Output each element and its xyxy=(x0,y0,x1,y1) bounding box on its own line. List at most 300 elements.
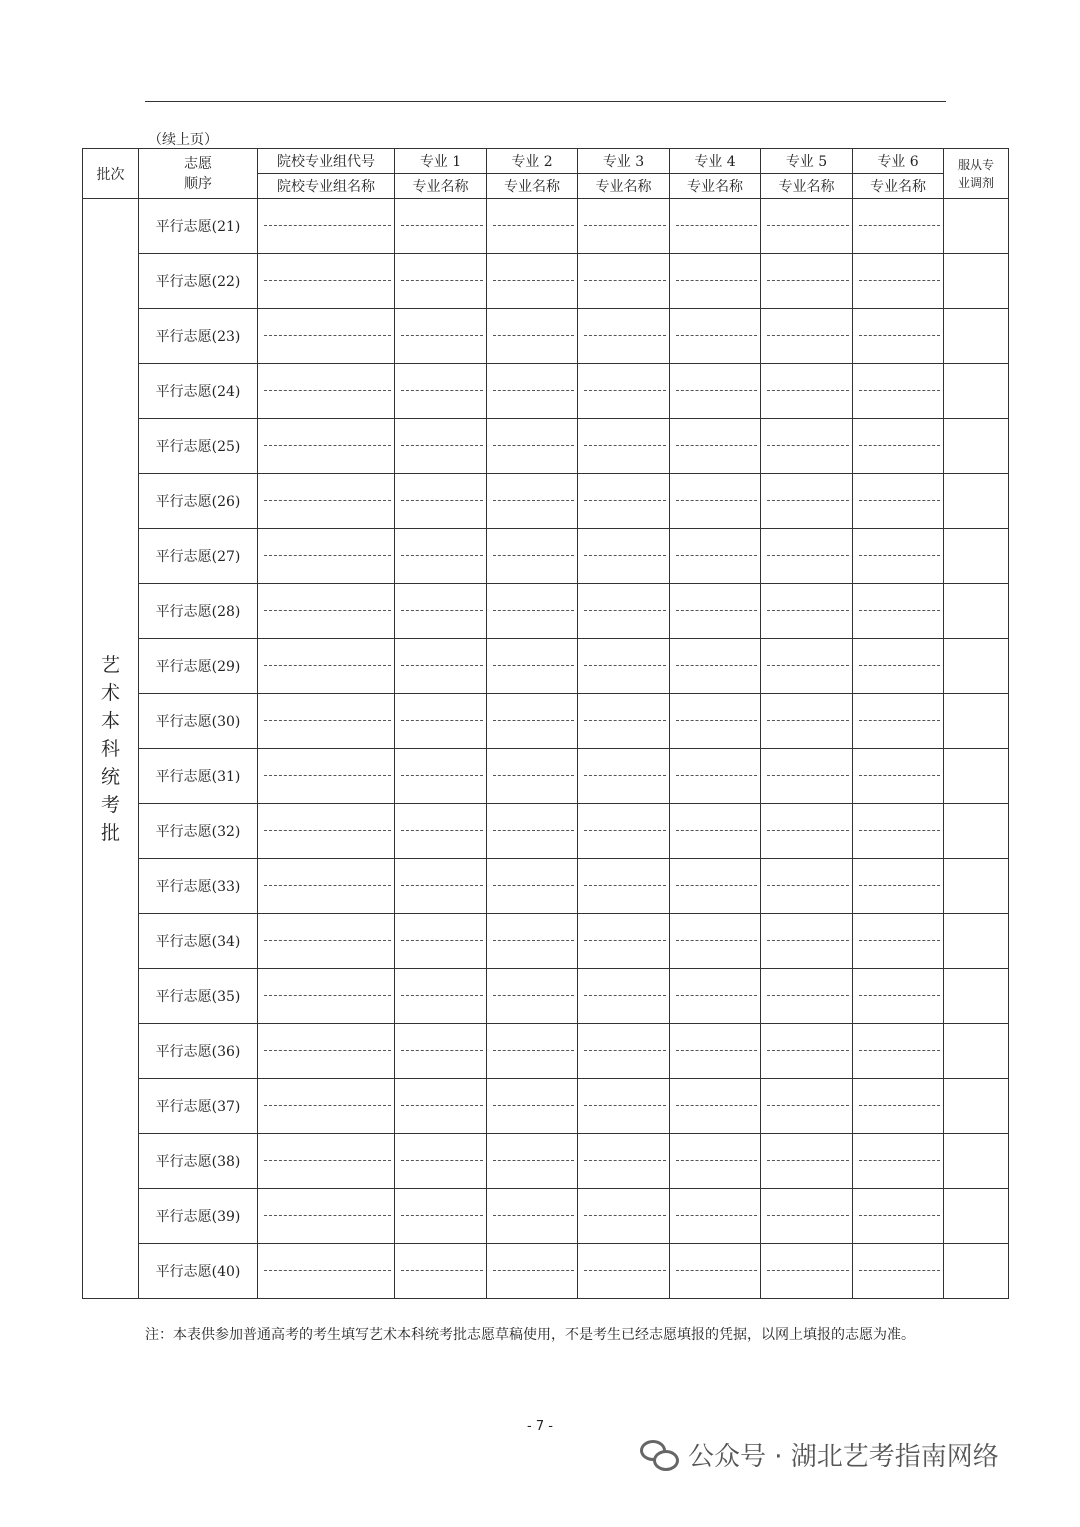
dashed-divider xyxy=(676,225,757,226)
table-row xyxy=(83,1244,1009,1299)
major-cell[interactable] xyxy=(487,1134,578,1189)
adjust-cell[interactable] xyxy=(944,584,1009,639)
major-cell[interactable] xyxy=(578,969,670,1024)
dashed-divider xyxy=(584,1160,666,1161)
adjust-cell[interactable] xyxy=(944,969,1009,1024)
dashed-divider xyxy=(584,665,666,666)
major-cell[interactable] xyxy=(487,199,578,254)
table-row xyxy=(83,969,1009,1024)
major-cell[interactable] xyxy=(670,199,761,254)
watermark xyxy=(640,1436,999,1473)
dashed-divider xyxy=(767,1215,849,1216)
dashed-divider xyxy=(859,775,940,776)
adjust-cell[interactable] xyxy=(944,474,1009,529)
dashed-divider xyxy=(584,610,666,611)
dashed-divider xyxy=(676,830,757,831)
dashed-divider xyxy=(676,445,757,446)
major-cell[interactable] xyxy=(395,749,487,804)
dashed-divider xyxy=(584,775,666,776)
dashed-divider xyxy=(401,940,483,941)
major-cell[interactable] xyxy=(487,419,578,474)
major-cell[interactable] xyxy=(853,1189,944,1244)
adjust-cell[interactable] xyxy=(944,309,1009,364)
major-cell[interactable] xyxy=(853,1134,944,1189)
volunteer-order-label: 平行志愿(35) xyxy=(139,969,258,1024)
major-cell[interactable] xyxy=(670,914,761,969)
volunteer-order-label: 平行志愿(26) xyxy=(139,474,258,529)
major-cell[interactable] xyxy=(761,969,853,1024)
group-code-cell[interactable] xyxy=(258,1244,395,1299)
dashed-divider xyxy=(264,445,391,446)
dashed-divider xyxy=(767,1160,849,1161)
dashed-divider xyxy=(676,610,757,611)
major-cell[interactable] xyxy=(670,969,761,1024)
major-cell[interactable] xyxy=(395,1244,487,1299)
major-cell[interactable] xyxy=(578,749,670,804)
major-cell[interactable] xyxy=(578,474,670,529)
dashed-divider xyxy=(859,885,940,886)
adjust-cell[interactable] xyxy=(944,1244,1009,1299)
dashed-divider xyxy=(401,1050,483,1051)
major-cell[interactable] xyxy=(487,254,578,309)
volunteer-order-label: 平行志愿(30) xyxy=(139,694,258,749)
header-rule xyxy=(145,101,946,102)
dashed-divider xyxy=(676,1270,757,1271)
major-cell[interactable] xyxy=(761,199,853,254)
volunteer-order-label: 平行志愿(22) xyxy=(139,254,258,309)
dashed-divider xyxy=(676,665,757,666)
major-cell[interactable] xyxy=(853,914,944,969)
major-cell[interactable] xyxy=(670,364,761,419)
table-row xyxy=(83,1134,1009,1189)
major-cell[interactable] xyxy=(578,1189,670,1244)
major-cell[interactable] xyxy=(853,199,944,254)
dashed-divider xyxy=(584,885,666,886)
major-cell[interactable] xyxy=(853,1079,944,1134)
dashed-divider xyxy=(584,1215,666,1216)
adjust-cell[interactable] xyxy=(944,1134,1009,1189)
major-cell[interactable] xyxy=(761,584,853,639)
major-cell[interactable] xyxy=(761,1134,853,1189)
dashed-divider xyxy=(859,555,940,556)
batch-name-text: 艺术本科统考批 xyxy=(100,653,120,844)
dashed-divider xyxy=(264,610,391,611)
dashed-divider xyxy=(401,1215,483,1216)
major-cell[interactable] xyxy=(578,914,670,969)
major-cell[interactable] xyxy=(487,1079,578,1134)
major-cell[interactable] xyxy=(395,969,487,1024)
major-cell[interactable] xyxy=(487,914,578,969)
major-cell[interactable] xyxy=(761,364,853,419)
dashed-divider xyxy=(493,995,574,996)
major-cell[interactable] xyxy=(578,254,670,309)
major-cell[interactable] xyxy=(487,529,578,584)
dashed-divider xyxy=(264,1050,391,1051)
header-batch: 批次 xyxy=(83,149,139,199)
header-major-1: 专业 1 xyxy=(395,149,487,174)
form-body xyxy=(83,199,1009,1299)
dashed-divider xyxy=(859,500,940,501)
dashed-divider xyxy=(767,1270,849,1271)
major-cell[interactable] xyxy=(853,309,944,364)
major-cell[interactable] xyxy=(670,529,761,584)
major-cell[interactable] xyxy=(395,1024,487,1079)
major-cell[interactable] xyxy=(670,639,761,694)
major-cell[interactable] xyxy=(670,1244,761,1299)
group-code-cell[interactable] xyxy=(258,419,395,474)
dashed-divider xyxy=(264,775,391,776)
dashed-divider xyxy=(493,665,574,666)
major-cell[interactable] xyxy=(395,1079,487,1134)
major-cell[interactable] xyxy=(761,1189,853,1244)
table-row xyxy=(83,309,1009,364)
volunteer-order-label: 平行志愿(39) xyxy=(139,1189,258,1244)
dashed-divider xyxy=(264,500,391,501)
dashed-divider xyxy=(264,940,391,941)
major-cell[interactable] xyxy=(578,364,670,419)
major-cell[interactable] xyxy=(395,419,487,474)
major-cell[interactable] xyxy=(761,1079,853,1134)
dashed-divider xyxy=(767,720,849,721)
dashed-divider xyxy=(859,280,940,281)
header-major-6-name: 专业名称 xyxy=(853,174,944,199)
dashed-divider xyxy=(767,995,849,996)
major-cell[interactable] xyxy=(670,419,761,474)
group-code-cell[interactable] xyxy=(258,804,395,859)
major-cell[interactable] xyxy=(670,694,761,749)
major-cell[interactable] xyxy=(670,309,761,364)
major-cell[interactable] xyxy=(670,1079,761,1134)
dashed-divider xyxy=(767,775,849,776)
adjust-cell[interactable] xyxy=(944,639,1009,694)
major-cell[interactable] xyxy=(578,1244,670,1299)
major-cell[interactable] xyxy=(761,804,853,859)
dashed-divider xyxy=(859,610,940,611)
header-adjust-line1: 服从专 xyxy=(957,157,994,172)
major-cell[interactable] xyxy=(578,584,670,639)
group-code-cell[interactable] xyxy=(258,254,395,309)
major-cell[interactable] xyxy=(395,1189,487,1244)
dashed-divider xyxy=(859,390,940,391)
volunteer-order-label: 平行志愿(34) xyxy=(139,914,258,969)
major-cell[interactable] xyxy=(853,529,944,584)
major-cell[interactable] xyxy=(395,859,487,914)
footnote: 注：本表供参加普通高考的考生填写艺术本科统考批志愿草稿使用，不是考生已经志愿填报的凭据，以网上填报的志愿为准。 xyxy=(145,1327,915,1343)
major-cell[interactable] xyxy=(853,419,944,474)
dashed-divider xyxy=(493,885,574,886)
major-cell[interactable] xyxy=(487,639,578,694)
dashed-divider xyxy=(401,665,483,666)
major-cell[interactable] xyxy=(761,749,853,804)
major-cell[interactable] xyxy=(395,529,487,584)
major-cell[interactable] xyxy=(395,694,487,749)
major-cell[interactable] xyxy=(670,474,761,529)
major-cell[interactable] xyxy=(670,749,761,804)
dashed-divider xyxy=(493,500,574,501)
adjust-cell[interactable] xyxy=(944,1189,1009,1244)
dashed-divider xyxy=(401,995,483,996)
dashed-divider xyxy=(676,1050,757,1051)
major-cell[interactable] xyxy=(487,364,578,419)
major-cell[interactable] xyxy=(487,1024,578,1079)
dashed-divider xyxy=(859,1105,940,1106)
group-code-cell[interactable] xyxy=(258,859,395,914)
dashed-divider xyxy=(676,555,757,556)
adjust-cell[interactable] xyxy=(944,694,1009,749)
major-cell[interactable] xyxy=(853,694,944,749)
major-cell[interactable] xyxy=(670,1024,761,1079)
dashed-divider xyxy=(264,665,391,666)
dashed-divider xyxy=(584,500,666,501)
dashed-divider xyxy=(493,555,574,556)
wechat-icon xyxy=(640,1438,680,1472)
major-cell[interactable] xyxy=(670,1189,761,1244)
major-cell[interactable] xyxy=(395,914,487,969)
major-cell[interactable] xyxy=(395,1134,487,1189)
group-code-cell[interactable] xyxy=(258,969,395,1024)
dashed-divider xyxy=(493,1160,574,1161)
major-cell[interactable] xyxy=(761,254,853,309)
major-cell[interactable] xyxy=(487,1189,578,1244)
header-major-5-name: 专业名称 xyxy=(761,174,853,199)
dashed-divider xyxy=(493,775,574,776)
major-cell[interactable] xyxy=(578,529,670,584)
dashed-divider xyxy=(401,335,483,336)
major-cell[interactable] xyxy=(487,584,578,639)
major-cell[interactable] xyxy=(395,804,487,859)
major-cell[interactable] xyxy=(761,529,853,584)
dashed-divider xyxy=(676,1105,757,1106)
dashed-divider xyxy=(493,940,574,941)
major-cell[interactable] xyxy=(487,474,578,529)
header-order-line1: 志愿 xyxy=(184,155,212,172)
dashed-divider xyxy=(767,390,849,391)
table-row xyxy=(83,474,1009,529)
group-code-cell[interactable] xyxy=(258,309,395,364)
major-cell[interactable] xyxy=(487,694,578,749)
major-cell[interactable] xyxy=(395,199,487,254)
dashed-divider xyxy=(676,1160,757,1161)
dashed-divider xyxy=(584,280,666,281)
dashed-divider xyxy=(584,555,666,556)
major-cell[interactable] xyxy=(395,254,487,309)
dashed-divider xyxy=(493,1050,574,1051)
group-code-cell[interactable] xyxy=(258,1079,395,1134)
volunteer-order-label: 平行志愿(27) xyxy=(139,529,258,584)
major-cell[interactable] xyxy=(487,1244,578,1299)
dashed-divider xyxy=(264,280,391,281)
major-cell[interactable] xyxy=(853,1244,944,1299)
header-order xyxy=(139,149,258,199)
group-code-cell[interactable] xyxy=(258,914,395,969)
continued-label: （续上页） xyxy=(148,132,218,148)
dashed-divider xyxy=(676,885,757,886)
dashed-divider xyxy=(767,280,849,281)
dashed-divider xyxy=(401,555,483,556)
dashed-divider xyxy=(767,500,849,501)
dashed-divider xyxy=(264,1215,391,1216)
dashed-divider xyxy=(676,995,757,996)
group-code-cell[interactable] xyxy=(258,1134,395,1189)
major-cell[interactable] xyxy=(853,364,944,419)
major-cell[interactable] xyxy=(395,309,487,364)
major-cell[interactable] xyxy=(487,309,578,364)
dashed-divider xyxy=(264,335,391,336)
dashed-divider xyxy=(859,995,940,996)
major-cell[interactable] xyxy=(670,859,761,914)
dashed-divider xyxy=(676,390,757,391)
header-major-2: 专业 2 xyxy=(487,149,578,174)
adjust-cell[interactable] xyxy=(944,254,1009,309)
major-cell[interactable] xyxy=(578,1134,670,1189)
dashed-divider xyxy=(676,335,757,336)
major-cell[interactable] xyxy=(395,364,487,419)
group-code-cell[interactable] xyxy=(258,584,395,639)
dashed-divider xyxy=(401,500,483,501)
dashed-divider xyxy=(493,445,574,446)
major-cell[interactable] xyxy=(578,419,670,474)
dashed-divider xyxy=(859,665,940,666)
adjust-cell[interactable] xyxy=(944,804,1009,859)
major-cell[interactable] xyxy=(578,859,670,914)
major-cell[interactable] xyxy=(853,969,944,1024)
header-order-line2: 顺序 xyxy=(184,175,212,192)
major-cell[interactable] xyxy=(578,309,670,364)
table-row xyxy=(83,749,1009,804)
group-code-cell[interactable] xyxy=(258,694,395,749)
major-cell[interactable] xyxy=(578,639,670,694)
header-major-6: 专业 6 xyxy=(853,149,944,174)
group-code-cell[interactable] xyxy=(258,529,395,584)
major-cell[interactable] xyxy=(670,1134,761,1189)
dashed-divider xyxy=(264,225,391,226)
major-cell[interactable] xyxy=(395,639,487,694)
dashed-divider xyxy=(264,1105,391,1106)
dashed-divider xyxy=(584,335,666,336)
major-cell[interactable] xyxy=(578,1024,670,1079)
dashed-divider xyxy=(584,1270,666,1271)
dashed-divider xyxy=(676,280,757,281)
major-cell[interactable] xyxy=(487,859,578,914)
major-cell[interactable] xyxy=(670,804,761,859)
major-cell[interactable] xyxy=(761,309,853,364)
major-cell[interactable] xyxy=(853,859,944,914)
header-major-3-name: 专业名称 xyxy=(578,174,670,199)
major-cell[interactable] xyxy=(670,254,761,309)
adjust-cell[interactable] xyxy=(944,749,1009,804)
header-major-2-name: 专业名称 xyxy=(487,174,578,199)
dashed-divider xyxy=(767,445,849,446)
major-cell[interactable] xyxy=(853,254,944,309)
adjust-cell[interactable] xyxy=(944,419,1009,474)
dashed-divider xyxy=(767,830,849,831)
dashed-divider xyxy=(767,1105,849,1106)
major-cell[interactable] xyxy=(487,804,578,859)
major-cell[interactable] xyxy=(853,749,944,804)
adjust-cell[interactable] xyxy=(944,364,1009,419)
major-cell[interactable] xyxy=(761,419,853,474)
group-code-cell[interactable] xyxy=(258,474,395,529)
dashed-divider xyxy=(676,720,757,721)
major-cell[interactable] xyxy=(761,694,853,749)
major-cell[interactable] xyxy=(853,584,944,639)
header-adjust xyxy=(944,149,1009,199)
group-code-cell[interactable] xyxy=(258,364,395,419)
major-cell[interactable] xyxy=(578,694,670,749)
group-code-cell[interactable] xyxy=(258,749,395,804)
major-cell[interactable] xyxy=(761,1244,853,1299)
table-row xyxy=(83,364,1009,419)
watermark-text: 公众号 · 湖北艺考指南网络 xyxy=(688,1442,999,1472)
volunteer-order-label: 平行志愿(37) xyxy=(139,1079,258,1134)
major-cell[interactable] xyxy=(395,584,487,639)
dashed-divider xyxy=(493,1215,574,1216)
major-cell[interactable] xyxy=(578,1079,670,1134)
adjust-cell[interactable] xyxy=(944,1024,1009,1079)
major-cell[interactable] xyxy=(487,749,578,804)
dashed-divider xyxy=(264,1160,391,1161)
volunteer-order-label: 平行志愿(21) xyxy=(139,199,258,254)
major-cell[interactable] xyxy=(853,804,944,859)
major-cell[interactable] xyxy=(853,639,944,694)
major-cell[interactable] xyxy=(761,1024,853,1079)
dashed-divider xyxy=(401,1105,483,1106)
dashed-divider xyxy=(767,1050,849,1051)
group-code-cell[interactable] xyxy=(258,1024,395,1079)
adjust-cell[interactable] xyxy=(944,859,1009,914)
major-cell[interactable] xyxy=(395,474,487,529)
dashed-divider xyxy=(264,1270,391,1271)
major-cell[interactable] xyxy=(853,1024,944,1079)
major-cell[interactable] xyxy=(670,584,761,639)
major-cell[interactable] xyxy=(487,969,578,1024)
group-code-cell[interactable] xyxy=(258,199,395,254)
group-code-cell[interactable] xyxy=(258,1189,395,1244)
adjust-cell[interactable] xyxy=(944,1079,1009,1134)
header-major-4-name: 专业名称 xyxy=(670,174,761,199)
major-cell[interactable] xyxy=(761,639,853,694)
group-code-cell[interactable] xyxy=(258,639,395,694)
major-cell[interactable] xyxy=(578,199,670,254)
major-cell[interactable] xyxy=(853,474,944,529)
dashed-divider xyxy=(767,610,849,611)
dashed-divider xyxy=(584,390,666,391)
table-row xyxy=(83,1024,1009,1079)
dashed-divider xyxy=(401,775,483,776)
major-cell[interactable] xyxy=(761,474,853,529)
table-row xyxy=(83,1079,1009,1134)
major-cell[interactable] xyxy=(761,914,853,969)
adjust-cell[interactable] xyxy=(944,529,1009,584)
dashed-divider xyxy=(264,555,391,556)
adjust-cell[interactable] xyxy=(944,914,1009,969)
dashed-divider xyxy=(859,940,940,941)
adjust-cell[interactable] xyxy=(944,199,1009,254)
major-cell[interactable] xyxy=(578,804,670,859)
dashed-divider xyxy=(493,1270,574,1271)
dashed-divider xyxy=(264,720,391,721)
table-row xyxy=(83,639,1009,694)
dashed-divider xyxy=(584,225,666,226)
dashed-divider xyxy=(264,995,391,996)
dashed-divider xyxy=(493,280,574,281)
table-row xyxy=(83,584,1009,639)
major-cell[interactable] xyxy=(761,859,853,914)
table-row xyxy=(83,694,1009,749)
header-group-code: 院校专业组代号 xyxy=(258,149,395,174)
volunteer-order-label: 平行志愿(28) xyxy=(139,584,258,639)
volunteer-order-label: 平行志愿(29) xyxy=(139,639,258,694)
